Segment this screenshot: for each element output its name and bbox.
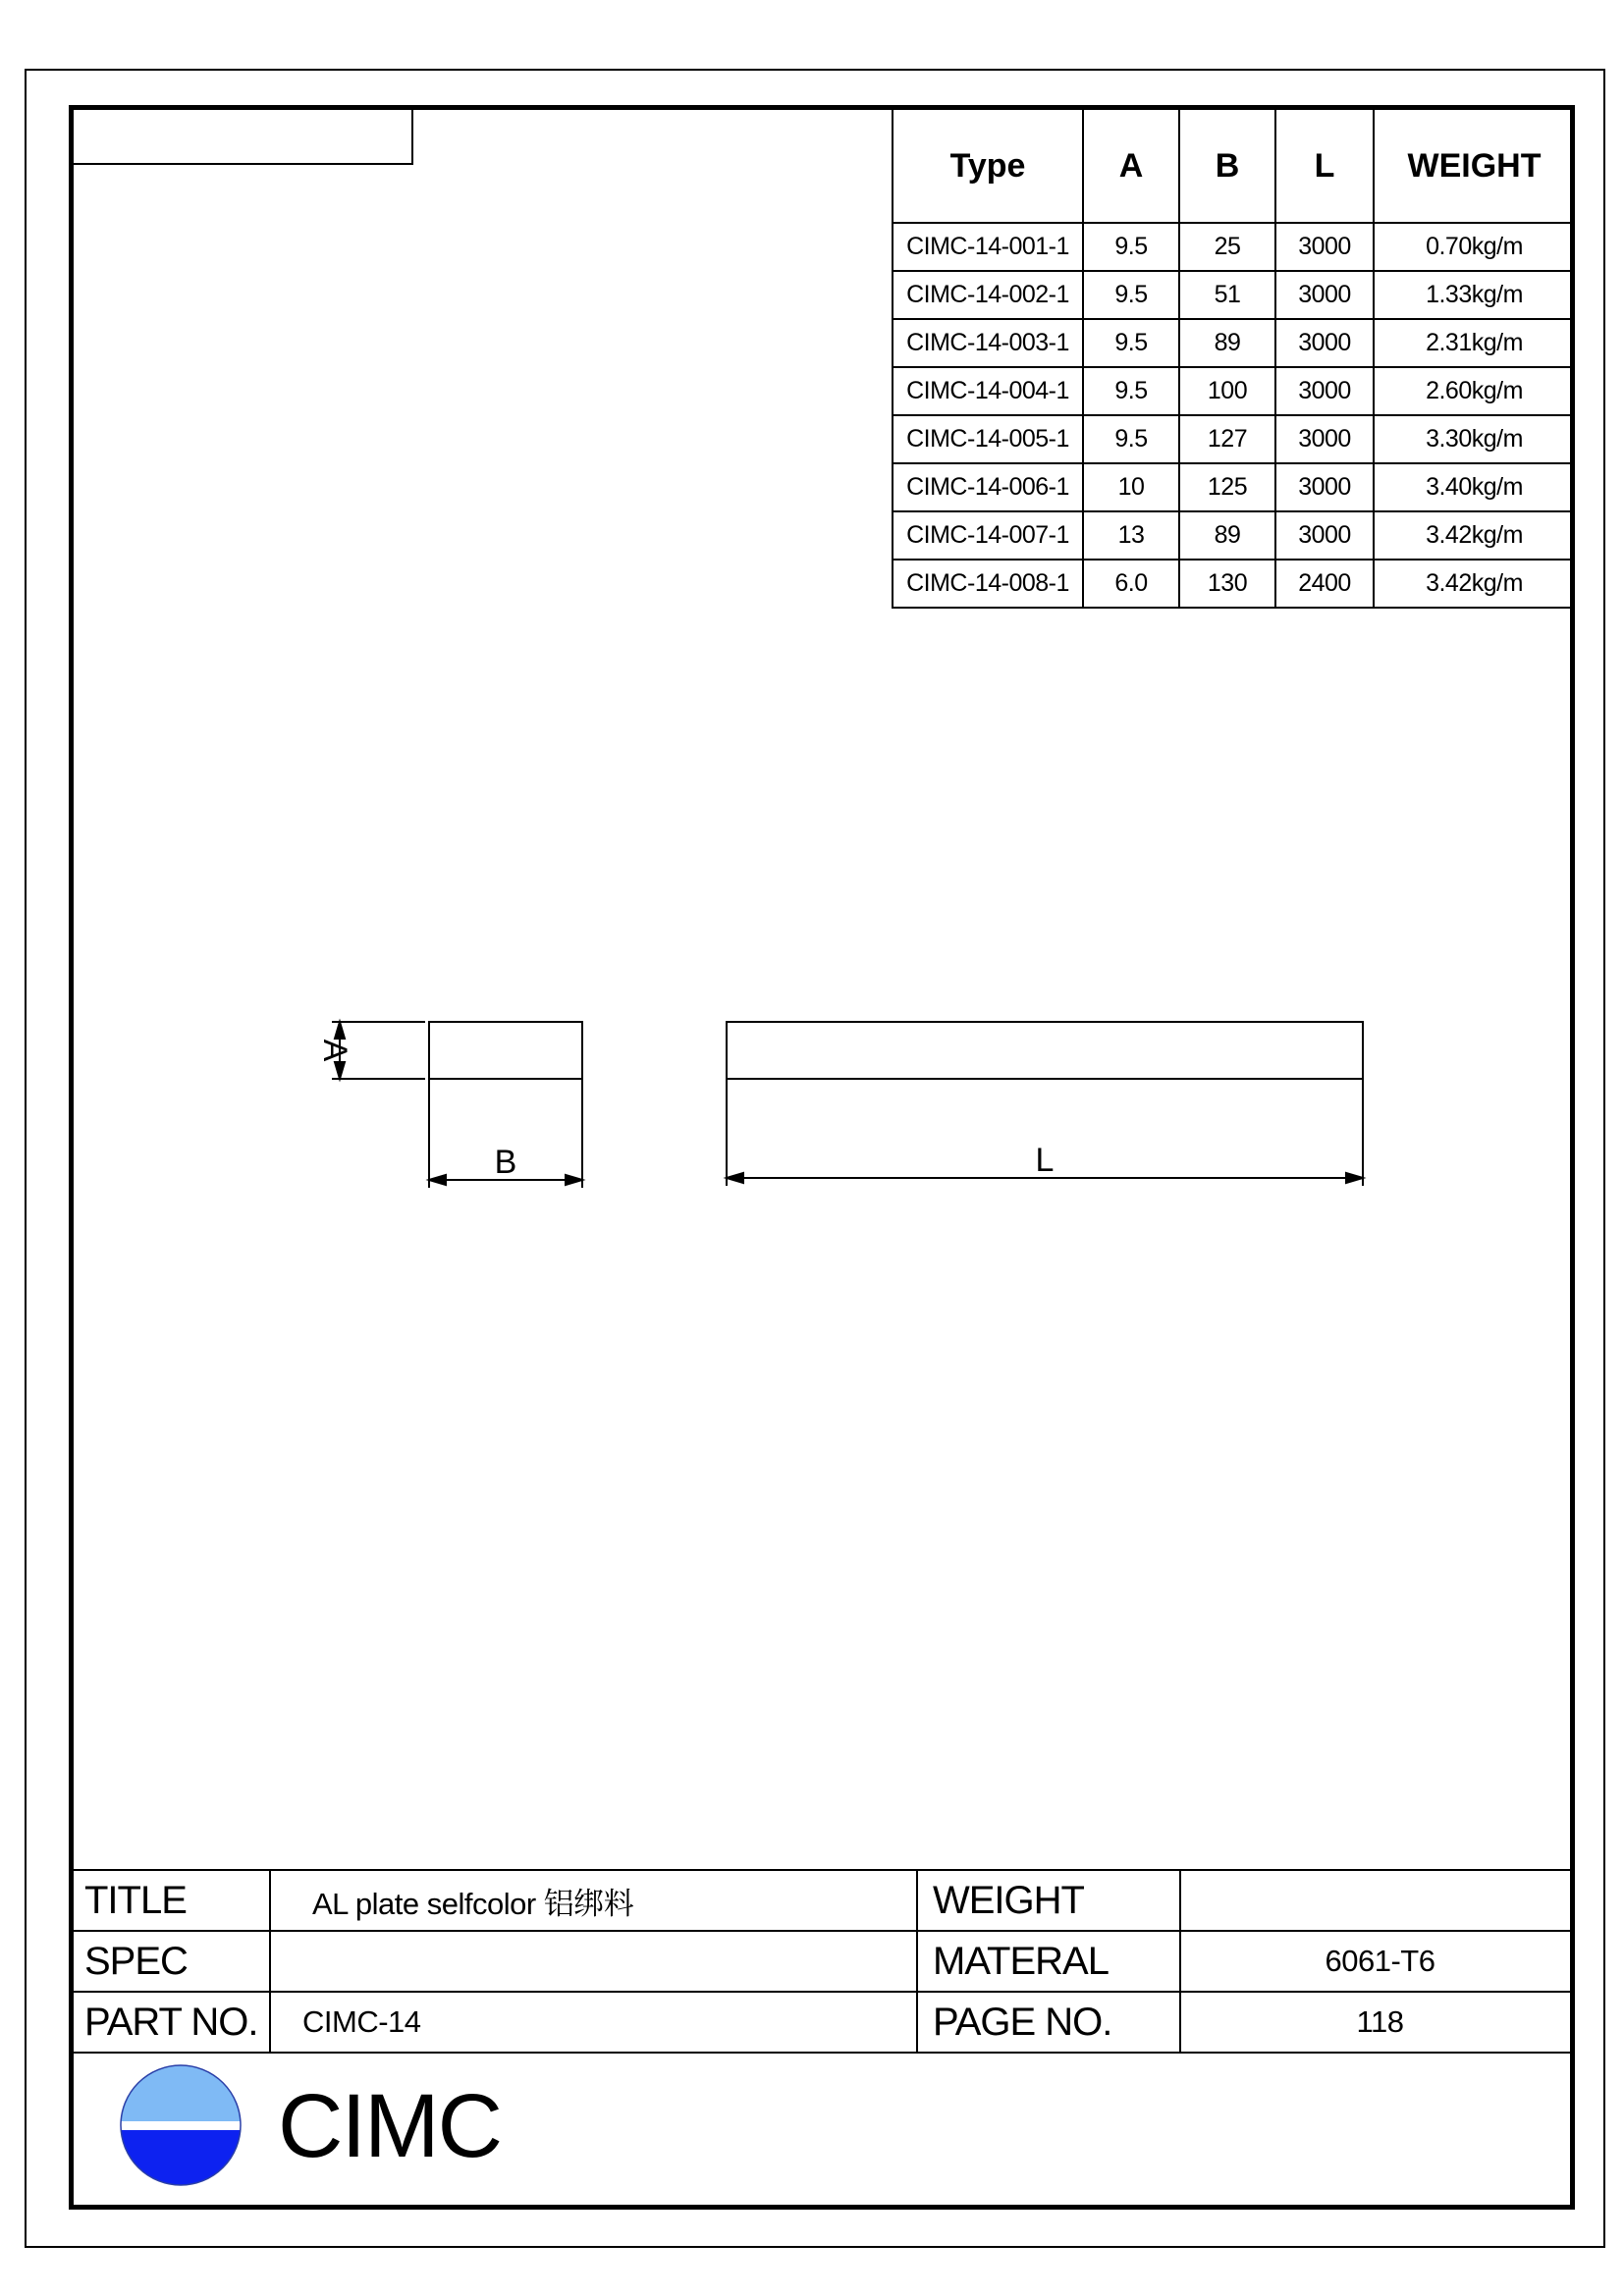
material-value: 6061-T6 bbox=[1325, 1944, 1435, 1978]
cell-a: 9.5 bbox=[1083, 415, 1179, 463]
part-value: CIMC-14 bbox=[302, 2004, 421, 2039]
cell-l: 3000 bbox=[1275, 367, 1374, 415]
cell-l: 3000 bbox=[1275, 319, 1374, 367]
cell-type: CIMC-14-002-1 bbox=[893, 271, 1083, 319]
cell-type: CIMC-14-008-1 bbox=[893, 560, 1083, 608]
title-block-divider bbox=[269, 1869, 271, 2052]
cell-a: 9.5 bbox=[1083, 223, 1179, 271]
page-label: PAGE NO. bbox=[933, 2000, 1112, 2044]
cell-type: CIMC-14-004-1 bbox=[893, 367, 1083, 415]
title-row bbox=[74, 1869, 1570, 1930]
cell-weight: 1.33kg/m bbox=[1374, 271, 1574, 319]
cell-b: 100 bbox=[1179, 367, 1275, 415]
cell-type: CIMC-14-003-1 bbox=[893, 319, 1083, 367]
title-block-divider bbox=[916, 1869, 918, 2052]
cell-b: 51 bbox=[1179, 271, 1275, 319]
spec-value bbox=[312, 1932, 980, 1991]
brand-name: CIMC bbox=[278, 2076, 502, 2176]
header-weight: WEIGHT bbox=[1374, 110, 1574, 223]
cell-type: CIMC-14-005-1 bbox=[893, 415, 1083, 463]
cell-a: 9.5 bbox=[1083, 271, 1179, 319]
header-l: L bbox=[1275, 110, 1374, 223]
cell-weight: 3.42kg/m bbox=[1374, 560, 1574, 608]
cell-weight: 3.42kg/m bbox=[1374, 511, 1574, 560]
dimension-a-label: A bbox=[316, 1039, 353, 1062]
cell-weight: 2.60kg/m bbox=[1374, 367, 1574, 415]
dimension-l-label: L bbox=[1035, 1142, 1055, 1179]
cell-a: 6.0 bbox=[1083, 560, 1179, 608]
cell-l: 3000 bbox=[1275, 271, 1374, 319]
cell-weight: 3.30kg/m bbox=[1374, 415, 1574, 463]
length-rect bbox=[727, 1022, 1363, 1079]
title-block-bottom-line bbox=[74, 2052, 1570, 2054]
spec-row bbox=[74, 1930, 1570, 1991]
spec-label: SPEC bbox=[84, 1939, 188, 1983]
cell-b: 125 bbox=[1179, 463, 1275, 511]
weight-value bbox=[1190, 1871, 1570, 1930]
cell-a: 10 bbox=[1083, 463, 1179, 511]
title-label: TITLE bbox=[84, 1878, 187, 1922]
header-a: A bbox=[1083, 110, 1179, 223]
cell-weight: 3.40kg/m bbox=[1374, 463, 1574, 511]
cell-weight: 0.70kg/m bbox=[1374, 223, 1574, 271]
cell-type: CIMC-14-007-1 bbox=[893, 511, 1083, 560]
cross-section-rect bbox=[429, 1022, 582, 1079]
cimc-logo-icon bbox=[120, 2064, 242, 2186]
cell-l: 3000 bbox=[1275, 463, 1374, 511]
cell-l: 2400 bbox=[1275, 560, 1374, 608]
dimension-b-label: B bbox=[494, 1144, 517, 1181]
weight-label: WEIGHT bbox=[933, 1878, 1084, 1922]
cell-type: CIMC-14-006-1 bbox=[893, 463, 1083, 511]
cell-a: 9.5 bbox=[1083, 319, 1179, 367]
cell-b: 89 bbox=[1179, 319, 1275, 367]
header-type: Type bbox=[893, 110, 1083, 223]
cell-weight: 2.31kg/m bbox=[1374, 319, 1574, 367]
cell-b: 25 bbox=[1179, 223, 1275, 271]
cell-type: CIMC-14-001-1 bbox=[893, 223, 1083, 271]
cell-l: 3000 bbox=[1275, 415, 1374, 463]
cell-l: 3000 bbox=[1275, 511, 1374, 560]
title-value: AL plate selfcolor 铝绑料 bbox=[312, 1886, 634, 1921]
header-b: B bbox=[1179, 110, 1275, 223]
part-label: PART NO. bbox=[84, 2000, 258, 2044]
cell-a: 13 bbox=[1083, 511, 1179, 560]
page-value: 118 bbox=[1356, 2004, 1404, 2039]
cell-b: 130 bbox=[1179, 560, 1275, 608]
cell-l: 3000 bbox=[1275, 223, 1374, 271]
cell-b: 89 bbox=[1179, 511, 1275, 560]
title-block-divider bbox=[1179, 1869, 1181, 2052]
part-row bbox=[74, 1991, 1570, 2052]
material-label: MATERAL bbox=[933, 1939, 1109, 1983]
cell-b: 127 bbox=[1179, 415, 1275, 463]
cell-a: 9.5 bbox=[1083, 367, 1179, 415]
